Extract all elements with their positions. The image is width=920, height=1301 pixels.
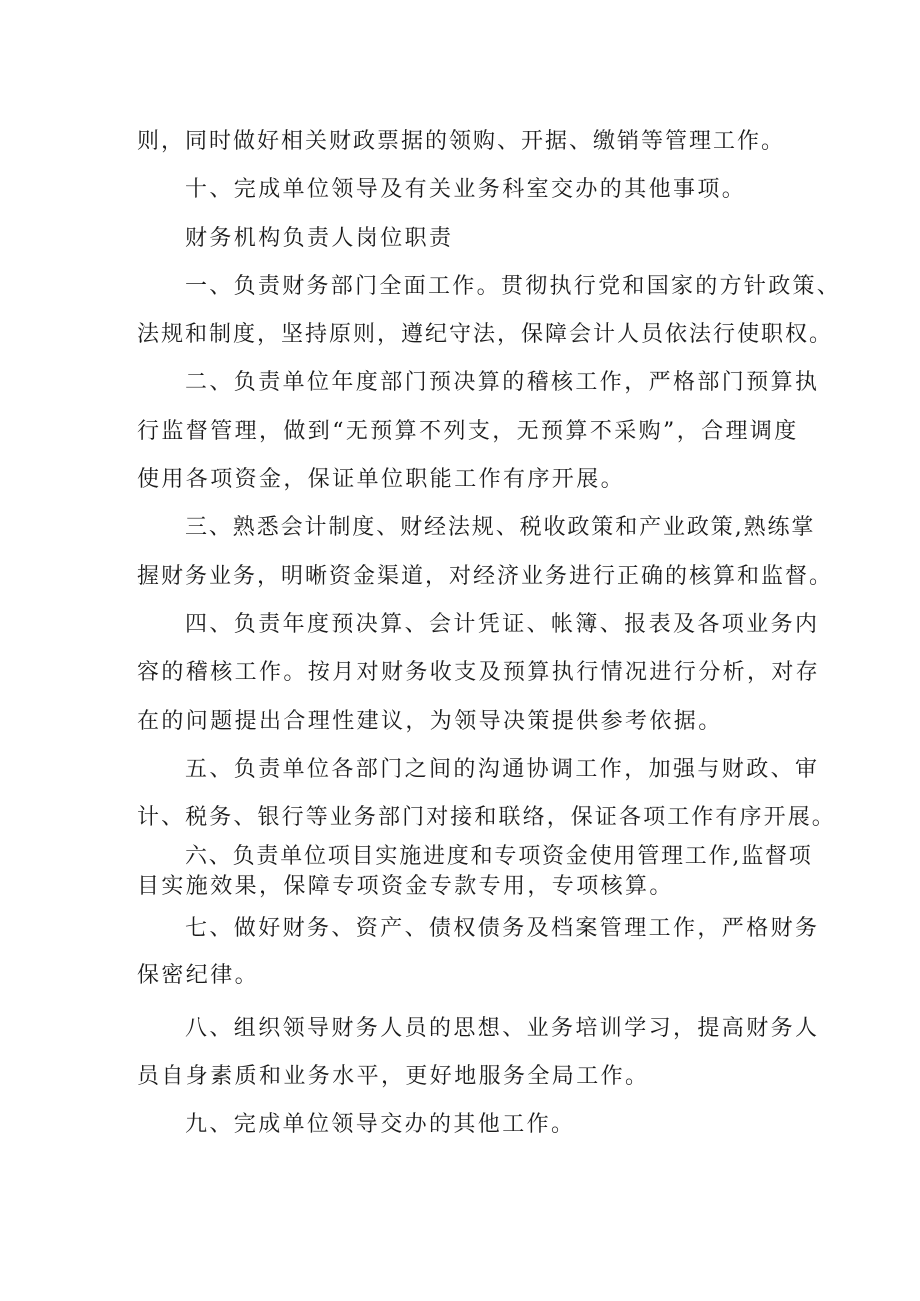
item-four-line-1: 四、负责年度预决算、会计凭证、帐簿、报表及各项业务内: [185, 612, 820, 637]
item-eight-line-1: 八、组织领导财务人员的思想、业务培训学习，提高财务人: [185, 1016, 820, 1041]
item-one-line-1: 一、负责财务部门全面工作。贯彻执行党和国家的方针政策、: [185, 274, 842, 299]
item-three-line-1: 三、熟悉会计制度、财经法规、税收政策和产业政策,熟练掌: [185, 515, 816, 540]
item-eight-line-2: 员自身素质和业务水平，更好地服务全局工作。: [137, 1064, 650, 1089]
item-two-line-1: 二、负责单位年度部门预决算的稽核工作，严格部门预算执: [185, 370, 820, 395]
item-seven-line-2: 保密纪律。: [137, 963, 260, 988]
item-six-line-1: 六、负责单位项目实施进度和专项资金使用管理工作,监督项: [185, 844, 813, 869]
item-two-line-2: 行监督管理，做到“无预算不列支，无预算不采购”，合理调度: [137, 419, 799, 444]
section-heading: 财务机构负责人岗位职责: [185, 226, 454, 251]
item-five-line-1: 五、负责单位各部门之间的沟通协调工作，加强与财政、审: [185, 757, 820, 782]
item-four-line-2: 容的稽核工作。按月对财务收支及预算执行情况进行分析，对存: [137, 660, 821, 685]
item-seven-line-1: 七、做好财务、资产、债权债务及档案管理工作，严格财务: [185, 916, 820, 941]
item-ten: 十、完成单位领导及有关业务科室交办的其他事项。: [185, 177, 747, 202]
continuation-line: 则，同时做好相关财政票据的领购、开据、缴销等管理工作。: [137, 129, 786, 154]
item-one-line-2: 法规和制度，坚持原则，遵纪守法，保障会计人员依法行使职权。: [137, 322, 834, 347]
item-nine: 九、完成单位领导交办的其他工作。: [185, 1112, 576, 1137]
item-five-line-2: 计、税务、银行等业务部门对接和联络，保证各项工作有序开展。: [137, 805, 836, 830]
item-three-line-2: 握财务业务，明晰资金渠道，对经济业务进行正确的核算和监督。: [137, 564, 834, 589]
item-six-line-2: 目实施效果，保障专项资金专款专用，专项核算。: [137, 874, 674, 899]
item-two-line-3: 使用各项资金，保证单位职能工作有序开展。: [137, 467, 626, 492]
item-four-line-3: 在的问题提出合理性建议，为领导决策提供参考依据。: [137, 709, 723, 734]
